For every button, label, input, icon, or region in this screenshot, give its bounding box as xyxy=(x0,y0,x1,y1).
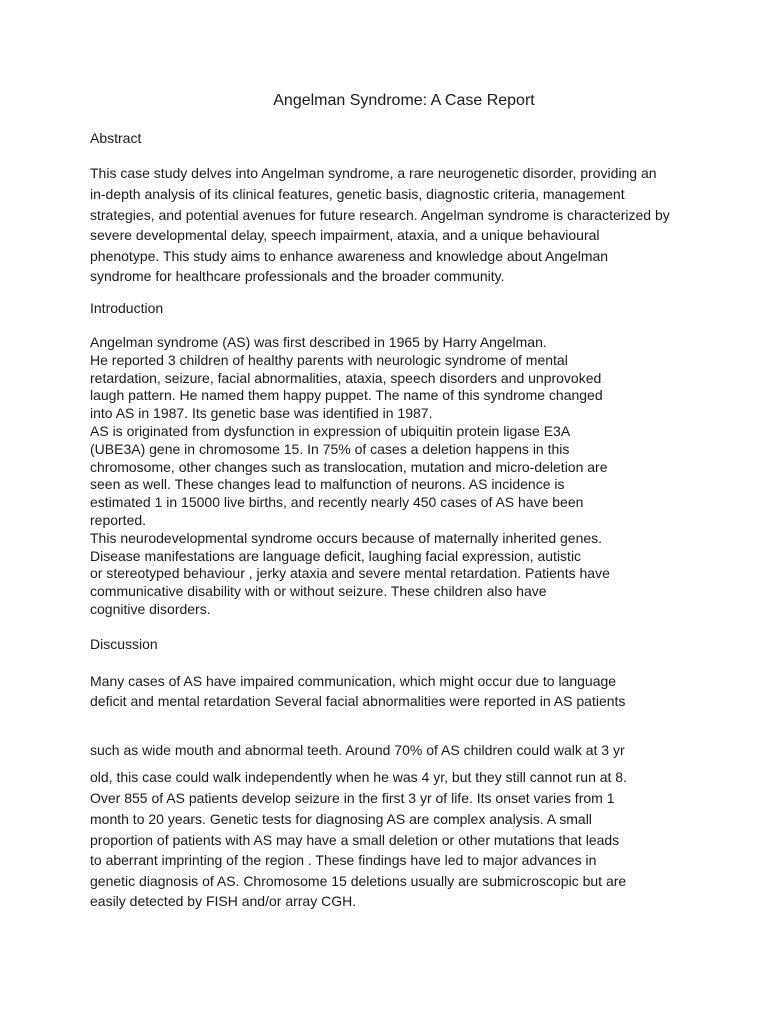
introduction-line: or stereotyped behaviour , jerky ataxia and severe mental retardation. Patients have xyxy=(90,565,610,581)
abstract-line: phenotype. This study aims to enhance awareness and knowledge about Angelman xyxy=(90,248,609,264)
discussion-line: proportion of patients with AS may have a small deletion or other mutations that leads xyxy=(90,832,620,848)
introduction-heading: Introduction xyxy=(90,300,164,316)
abstract-heading: Abstract xyxy=(90,130,142,146)
discussion-line: month to 20 years. Genetic tests for diagnosing AS are complex analysis. A small xyxy=(90,811,592,827)
abstract-line: in-depth analysis of its clinical features, genetic basis, diagnostic criteria, management xyxy=(90,186,625,202)
discussion-line: easily detected by FISH and/or array CGH. xyxy=(90,893,357,909)
abstract-line: This case study delves into Angelman syndrome, a rare neurogenetic disorder, providing an xyxy=(90,165,657,181)
discussion-line: to aberrant imprinting of the region . These findings have led to major advances in xyxy=(90,852,597,868)
discussion-line: such as wide mouth and abnormal teeth. Around 70% of AS children could walk at 3 yr xyxy=(90,742,625,758)
discussion-line: deficit and mental retardation Several facial abnormalities were reported in AS patients xyxy=(90,693,626,709)
document-title: Angelman Syndrome: A Case Report xyxy=(273,92,535,109)
introduction-line: He reported 3 children of healthy parents with neurologic syndrome of mental xyxy=(90,352,568,368)
introduction-line: Angelman syndrome (AS) was first described in 1965 by Harry Angelman. xyxy=(90,334,547,350)
introduction-line: cognitive disorders. xyxy=(90,601,211,617)
introduction-line: Disease manifestations are language deficit, laughing facial expression, autistic xyxy=(90,548,582,564)
abstract-line: syndrome for healthcare professionals and the broader community. xyxy=(90,268,505,284)
introduction-line: AS is originated from dysfunction in expression of ubiquitin protein ligase E3A xyxy=(90,423,571,439)
introduction-line: chromosome, other changes such as translocation, mutation and micro-deletion are xyxy=(90,459,608,475)
discussion-line: old, this case could walk independently when he was 4 yr, but they still cannot run at 8. xyxy=(90,769,627,785)
discussion-heading: Discussion xyxy=(90,636,158,652)
introduction-line: communicative disability with or without seizure. These children also have xyxy=(90,583,547,599)
introduction-line: laugh pattern. He named them happy puppet. The name of this syndrome changed xyxy=(90,387,603,403)
introduction-line: seen as well. These changes lead to malfunction of neurons. AS incidence is xyxy=(90,476,565,492)
introduction-line: estimated 1 in 15000 live births, and recently nearly 450 cases of AS have been xyxy=(90,494,584,510)
introduction-line: This neurodevelopmental syndrome occurs because of maternally inherited genes. xyxy=(90,530,603,546)
discussion-line: genetic diagnosis of AS. Chromosome 15 deletions usually are submicroscopic but are xyxy=(90,873,627,889)
discussion-line: Over 855 of AS patients develop seizure in the first 3 yr of life. Its onset varies from 1 xyxy=(90,790,615,806)
abstract-line: strategies, and potential avenues for future research. Angelman syndrome is characterized by xyxy=(90,207,670,223)
introduction-line: retardation, seizure, facial abnormalities, ataxia, speech disorders and unprovoked xyxy=(90,370,602,386)
discussion-line: Many cases of AS have impaired communication, which might occur due to language xyxy=(90,673,617,689)
introduction-line: reported. xyxy=(90,512,147,528)
introduction-line: into AS in 1987. Its genetic base was identified in 1987. xyxy=(90,405,433,421)
abstract-line: severe developmental delay, speech impairment, ataxia, and a unique behavioural xyxy=(90,227,600,243)
introduction-line: (UBE3A) gene in chromosome 15. In 75% of cases a deletion happens in this xyxy=(90,441,570,457)
